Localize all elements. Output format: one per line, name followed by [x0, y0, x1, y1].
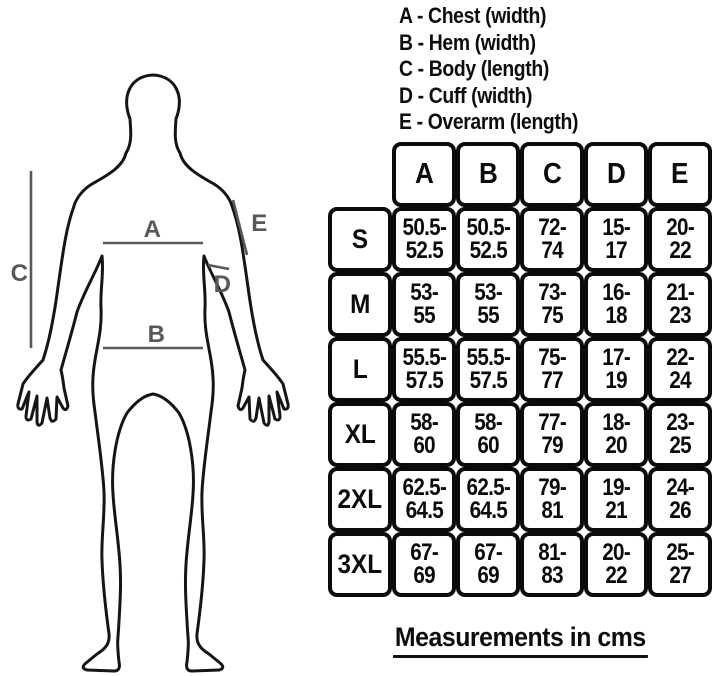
value-cell [520, 532, 584, 597]
value-line-1: 25- [666, 538, 694, 566]
row-header-label: L [352, 354, 368, 384]
value-line-1: 72- [538, 213, 566, 241]
value-cell [392, 402, 456, 467]
value-range [538, 473, 566, 524]
value-cell [648, 402, 712, 467]
value-line-2: 20 [605, 431, 627, 459]
value-line-1: 20- [602, 538, 630, 566]
value-range [602, 213, 630, 264]
value-range [602, 473, 630, 524]
value-cell [648, 207, 712, 272]
value-cell [584, 532, 648, 597]
value-cell [584, 272, 648, 337]
value-line-1: 75- [538, 343, 566, 371]
row-header-cell [328, 337, 392, 402]
column-header-label: C [542, 158, 562, 190]
value-cell [584, 337, 648, 402]
legend-item-overarm: E - Overarm (length) [399, 109, 579, 134]
measure-label-d: D [213, 271, 231, 298]
body-outline [18, 75, 288, 671]
column-header-cell [392, 142, 456, 207]
value-cell [392, 272, 456, 337]
column-header-cell [648, 142, 712, 207]
value-line-1: 79- [538, 473, 566, 501]
row-header-label: M [349, 289, 371, 319]
value-range [538, 538, 566, 589]
value-cell [456, 467, 520, 532]
column-header-label: B [478, 158, 498, 190]
value-range [602, 343, 630, 394]
value-line-1: 19- [602, 473, 630, 501]
value-range [474, 538, 502, 589]
value-range [402, 343, 446, 394]
row-header-cell [328, 467, 392, 532]
value-cell [648, 467, 712, 532]
legend-item-hem: B - Hem (width) [399, 29, 536, 55]
legend-item-chest: A - Chest (width) [399, 3, 547, 28]
value-line-1: 53- [474, 278, 502, 306]
value-cell [584, 467, 648, 532]
value-cell [456, 532, 520, 597]
value-line-1: 77- [538, 408, 566, 436]
row-header-cell [328, 207, 392, 272]
value-line-2: 64.5 [405, 496, 443, 524]
value-range [538, 213, 566, 264]
size-table [328, 142, 712, 597]
value-range [474, 408, 502, 459]
value-line-1: 67- [410, 538, 438, 566]
cuff-measure-line [208, 265, 229, 269]
measurement-legend [399, 3, 578, 136]
value-range [402, 473, 446, 524]
value-line-2: 81 [541, 496, 563, 524]
value-range [538, 278, 566, 329]
value-range [666, 408, 694, 459]
value-range [402, 213, 446, 264]
value-line-2: 69 [477, 561, 499, 589]
value-line-1: 81- [538, 538, 566, 566]
legend-item-cuff: D - Cuff (width) [399, 82, 533, 108]
value-line-2: 79 [541, 431, 563, 459]
row-header-cell [328, 402, 392, 467]
measure-label-e: E [251, 210, 267, 237]
value-cell [392, 532, 456, 597]
value-line-2: 60 [413, 431, 435, 459]
value-cell [456, 272, 520, 337]
value-range [538, 343, 566, 394]
value-line-2: 19 [605, 366, 627, 394]
value-range [602, 408, 630, 459]
value-line-2: 18 [605, 301, 627, 329]
value-range [410, 538, 438, 589]
value-range [602, 538, 630, 589]
value-line-1: 67- [474, 538, 502, 566]
row-header-label: 2XL [337, 484, 383, 514]
value-line-2: 26 [669, 496, 691, 524]
value-line-1: 58- [474, 408, 502, 436]
value-range [666, 538, 694, 589]
value-range [602, 278, 630, 329]
row-header-cell [328, 272, 392, 337]
value-cell [456, 337, 520, 402]
value-range [410, 408, 438, 459]
value-cell [456, 207, 520, 272]
value-line-2: 21 [605, 496, 627, 524]
value-range [666, 213, 694, 264]
value-range [474, 278, 502, 329]
value-line-2: 52.5 [405, 236, 443, 264]
value-cell [456, 402, 520, 467]
value-cell [584, 207, 648, 272]
value-line-2: 52.5 [469, 236, 507, 264]
value-line-2: 75 [541, 301, 563, 329]
legend-item-body: C - Body (length) [399, 56, 549, 81]
value-line-2: 74 [541, 236, 563, 264]
column-header-label: A [414, 158, 434, 190]
value-line-1: 55.5- [466, 343, 510, 371]
value-range [538, 408, 566, 459]
value-cell [392, 337, 456, 402]
value-line-2: 57.5 [469, 366, 507, 394]
value-line-1: 17- [602, 343, 630, 371]
value-cell [520, 467, 584, 532]
value-line-2: 55 [413, 301, 435, 329]
value-cell [392, 207, 456, 272]
value-line-2: 23 [669, 301, 691, 329]
overarm-measure-line [233, 200, 247, 255]
value-range [666, 278, 694, 329]
value-cell [648, 532, 712, 597]
value-line-2: 24 [669, 366, 691, 394]
value-cell [648, 337, 712, 402]
value-range [466, 343, 510, 394]
value-line-2: 60 [477, 431, 499, 459]
measurements-note-text: Measurements in cms [393, 622, 647, 658]
value-line-1: 23- [666, 408, 694, 436]
value-line-2: 22 [669, 236, 691, 264]
value-line-1: 24- [666, 473, 694, 501]
value-line-1: 55.5- [402, 343, 446, 371]
value-line-2: 27 [669, 561, 691, 589]
value-line-2: 69 [413, 561, 435, 589]
body-measurement-diagram [0, 0, 320, 676]
value-cell [520, 337, 584, 402]
value-range [466, 473, 510, 524]
row-header-cell [328, 532, 392, 597]
value-line-2: 25 [669, 431, 691, 459]
value-line-2: 64.5 [469, 496, 507, 524]
value-line-1: 58- [410, 408, 438, 436]
measurements-note [328, 622, 712, 658]
value-line-1: 62.5- [466, 473, 510, 501]
value-line-1: 50.5- [466, 213, 510, 241]
row-header-label: XL [344, 419, 376, 449]
value-line-2: 83 [541, 561, 563, 589]
measure-label-b: B [147, 321, 165, 348]
value-range [410, 278, 438, 329]
value-cell [520, 207, 584, 272]
value-cell [584, 402, 648, 467]
value-line-1: 73- [538, 278, 566, 306]
value-line-1: 21- [666, 278, 694, 306]
value-line-1: 15- [602, 213, 630, 241]
value-range [666, 343, 694, 394]
measure-label-a: A [143, 216, 161, 243]
value-line-2: 17 [605, 236, 627, 264]
value-line-1: 16- [602, 278, 630, 306]
value-cell [648, 272, 712, 337]
row-header-label: 3XL [337, 549, 383, 579]
value-range [666, 473, 694, 524]
value-line-2: 57.5 [405, 366, 443, 394]
value-range [466, 213, 510, 264]
value-line-1: 50.5- [402, 213, 446, 241]
column-header-cell [584, 142, 648, 207]
table-corner-cell [328, 142, 392, 207]
row-header-label: S [351, 224, 369, 254]
value-line-1: 22- [666, 343, 694, 371]
column-header-cell [456, 142, 520, 207]
value-line-1: 18- [602, 408, 630, 436]
value-cell [520, 402, 584, 467]
value-line-1: 62.5- [402, 473, 446, 501]
value-cell [520, 272, 584, 337]
measure-label-c: C [10, 260, 28, 287]
column-header-label: D [606, 158, 626, 190]
value-line-2: 22 [605, 561, 627, 589]
value-line-2: 55 [477, 301, 499, 329]
column-header-cell [520, 142, 584, 207]
value-line-2: 77 [541, 366, 563, 394]
value-line-1: 20- [666, 213, 694, 241]
value-line-1: 53- [410, 278, 438, 306]
column-header-label: E [671, 158, 689, 190]
value-cell [392, 467, 456, 532]
